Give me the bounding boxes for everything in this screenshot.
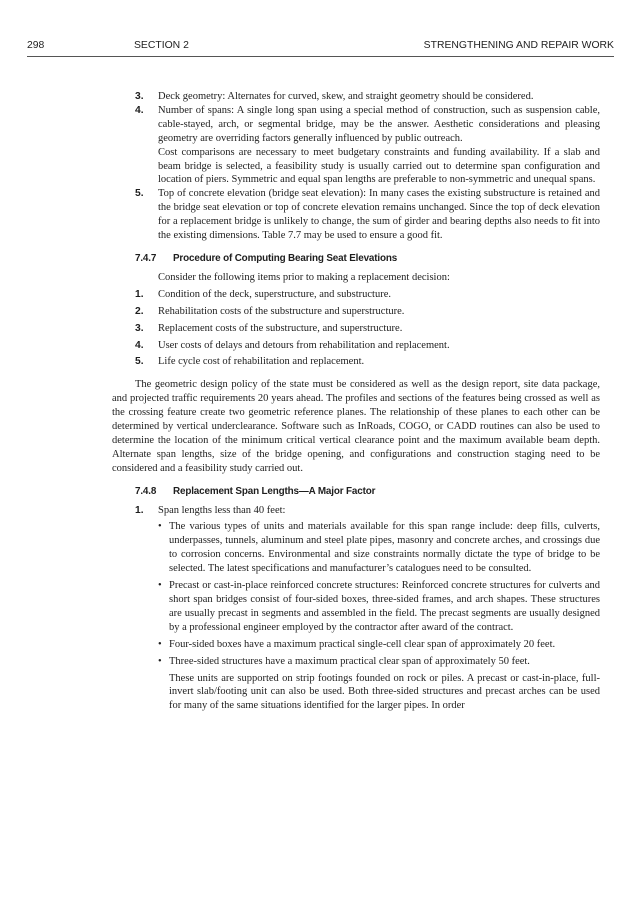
list-item [135, 104, 600, 146]
list-item [135, 355, 600, 369]
section-number: 7.4.7 [135, 252, 157, 264]
chapter-title: STRENGTHENING AND REPAIR WORK [423, 40, 614, 51]
bullet-item [158, 520, 600, 576]
section-title: Procedure of Computing Bearing Seat Elevations [173, 252, 398, 264]
section-heading-748 [135, 485, 600, 499]
list-item [135, 288, 600, 302]
list-text: Span lengths less than 40 feet: [158, 504, 286, 516]
section-intro: Consider the following items prior to making a replacement decision: [158, 271, 450, 283]
bullet-dot: • [158, 655, 162, 667]
list-text: Replacement costs of the substructure, and superstructure. [158, 322, 403, 334]
bullet-item [158, 655, 600, 669]
list-text: Top of concrete elevation (bridge seat elevation): In many cases the existing substructure is retained and the bridge seat elevation or top of concrete elevation remains unchanged. Since the top of deck elevation for a replacement bridge is unlikely to change, the sum of girder and bearing depths also needs to fit into the existing dimensions. Table 7.7 may be used to ensure a good fit. [158, 188, 600, 242]
bullet-dot: • [158, 580, 162, 592]
running-header [27, 40, 614, 54]
list-item [135, 305, 600, 319]
section-number: 7.4.8 [135, 485, 157, 497]
bullet-dot: • [158, 638, 162, 650]
page-body [112, 90, 600, 713]
list-item [135, 90, 600, 104]
list-item [135, 322, 600, 336]
list-item [135, 187, 600, 243]
page-number: 298 [27, 40, 45, 51]
bullet-text: Three-sided structures have a maximum practical clear span of approximately 50 feet. [169, 655, 530, 667]
list-text: User costs of delays and detours from rehabilitation and replacement. [158, 339, 450, 351]
list-item [135, 339, 600, 353]
bullet-text: The various types of units and materials available for this span range include: deep fills, culverts, underpasses, tunnels, aluminum and steel plate pipes, masonry and concrete arches, and crossings due to corrosion concerns. Environmental and size constraints normally dictate the type of bridge to be selected. The latest specifications and manufacturer’s catalogues need to be consulted. [169, 521, 600, 575]
bullet-list [135, 520, 600, 713]
bullet-item [158, 638, 600, 652]
bullet-text: Four-sided boxes have a maximum practical single-cell clear span of approximately 20 feet. [169, 638, 556, 650]
list-number: 1. [135, 504, 144, 516]
list-number: 3. [135, 91, 144, 102]
header-rule [27, 56, 614, 57]
bullet-continuation: These units are supported on strip footings founded on rock or piles. A precast or cast-in-place, full-invert slab/footing unit can also be used. Both three-sided structures and precast arches can be used for many of the same situations identified for the larger pipes. In order [169, 672, 600, 712]
list-text: Rehabilitation costs of the substructure and superstructure. [158, 305, 405, 317]
list-number: 4. [135, 339, 144, 351]
list-number: 1. [135, 288, 144, 300]
list-number: 3. [135, 322, 144, 334]
section-title: Replacement Span Lengths—A Major Factor [173, 485, 376, 497]
section-label: SECTION 2 [134, 40, 189, 51]
list-text: Deck geometry: Alternates for curved, skew, and straight geometry should be considered. [158, 91, 534, 102]
bullet-dot: • [158, 521, 162, 533]
list-text: Life cycle cost of rehabilitation and replacement. [158, 356, 365, 368]
bullet-item [158, 579, 600, 635]
list-number: 4. [135, 104, 144, 116]
list-number: 5. [135, 188, 144, 200]
bullet-text: Precast or cast-in-place reinforced concrete structures: Reinforced concrete structures for culverts and short span bridges consist of four-sided boxes, three-sided frames, and arch shapes. These structures are usually precast in segments and assembled in the field. The precast segments are usually designed by a professional engineer employed by the contractor after award of the contract. [169, 580, 600, 633]
list-continuation: Cost comparisons are necessary to meet budgetary constraints and funding availability. If a slab and beam bridge is selected, a feasibility study is usually carried out to determine span configuration and location of piers. Symmetric and equal span lengths are preferable to non-symmetric and unequal spans. [158, 146, 600, 186]
list-text: Number of spans: A single long span using a special method of construction, such as suspension cable, cable-stayed, arch, or segmental bridge, may be the answer. Aesthetic considerations and pleasing geometry are overriding factors generally influenced by public outreach. [158, 104, 600, 144]
list-item [135, 504, 600, 518]
body-paragraph: The geometric design policy of the state must be considered as well as the design report, site data package, and projected traffic requirements 20 years ahead. The profiles and sections of the features being crossed as well as the crossing feature create two geometric reference planes. The relationship of these planes to each other can be determined by vertical underclearance. Software such as InRoads, COGO, or CADD routines can also be used to determine the location of the minimum critical vertical clearance point and the maximum available beam depth. Alternate span lengths, size of the bridge opening, and configurations and construction staging need to be considered and a feasibility study carried out. [112, 379, 600, 474]
list-number: 2. [135, 305, 144, 317]
section-heading-747 [135, 252, 600, 266]
list-number: 5. [135, 356, 144, 368]
list-text: Condition of the deck, superstructure, and substructure. [158, 288, 391, 300]
